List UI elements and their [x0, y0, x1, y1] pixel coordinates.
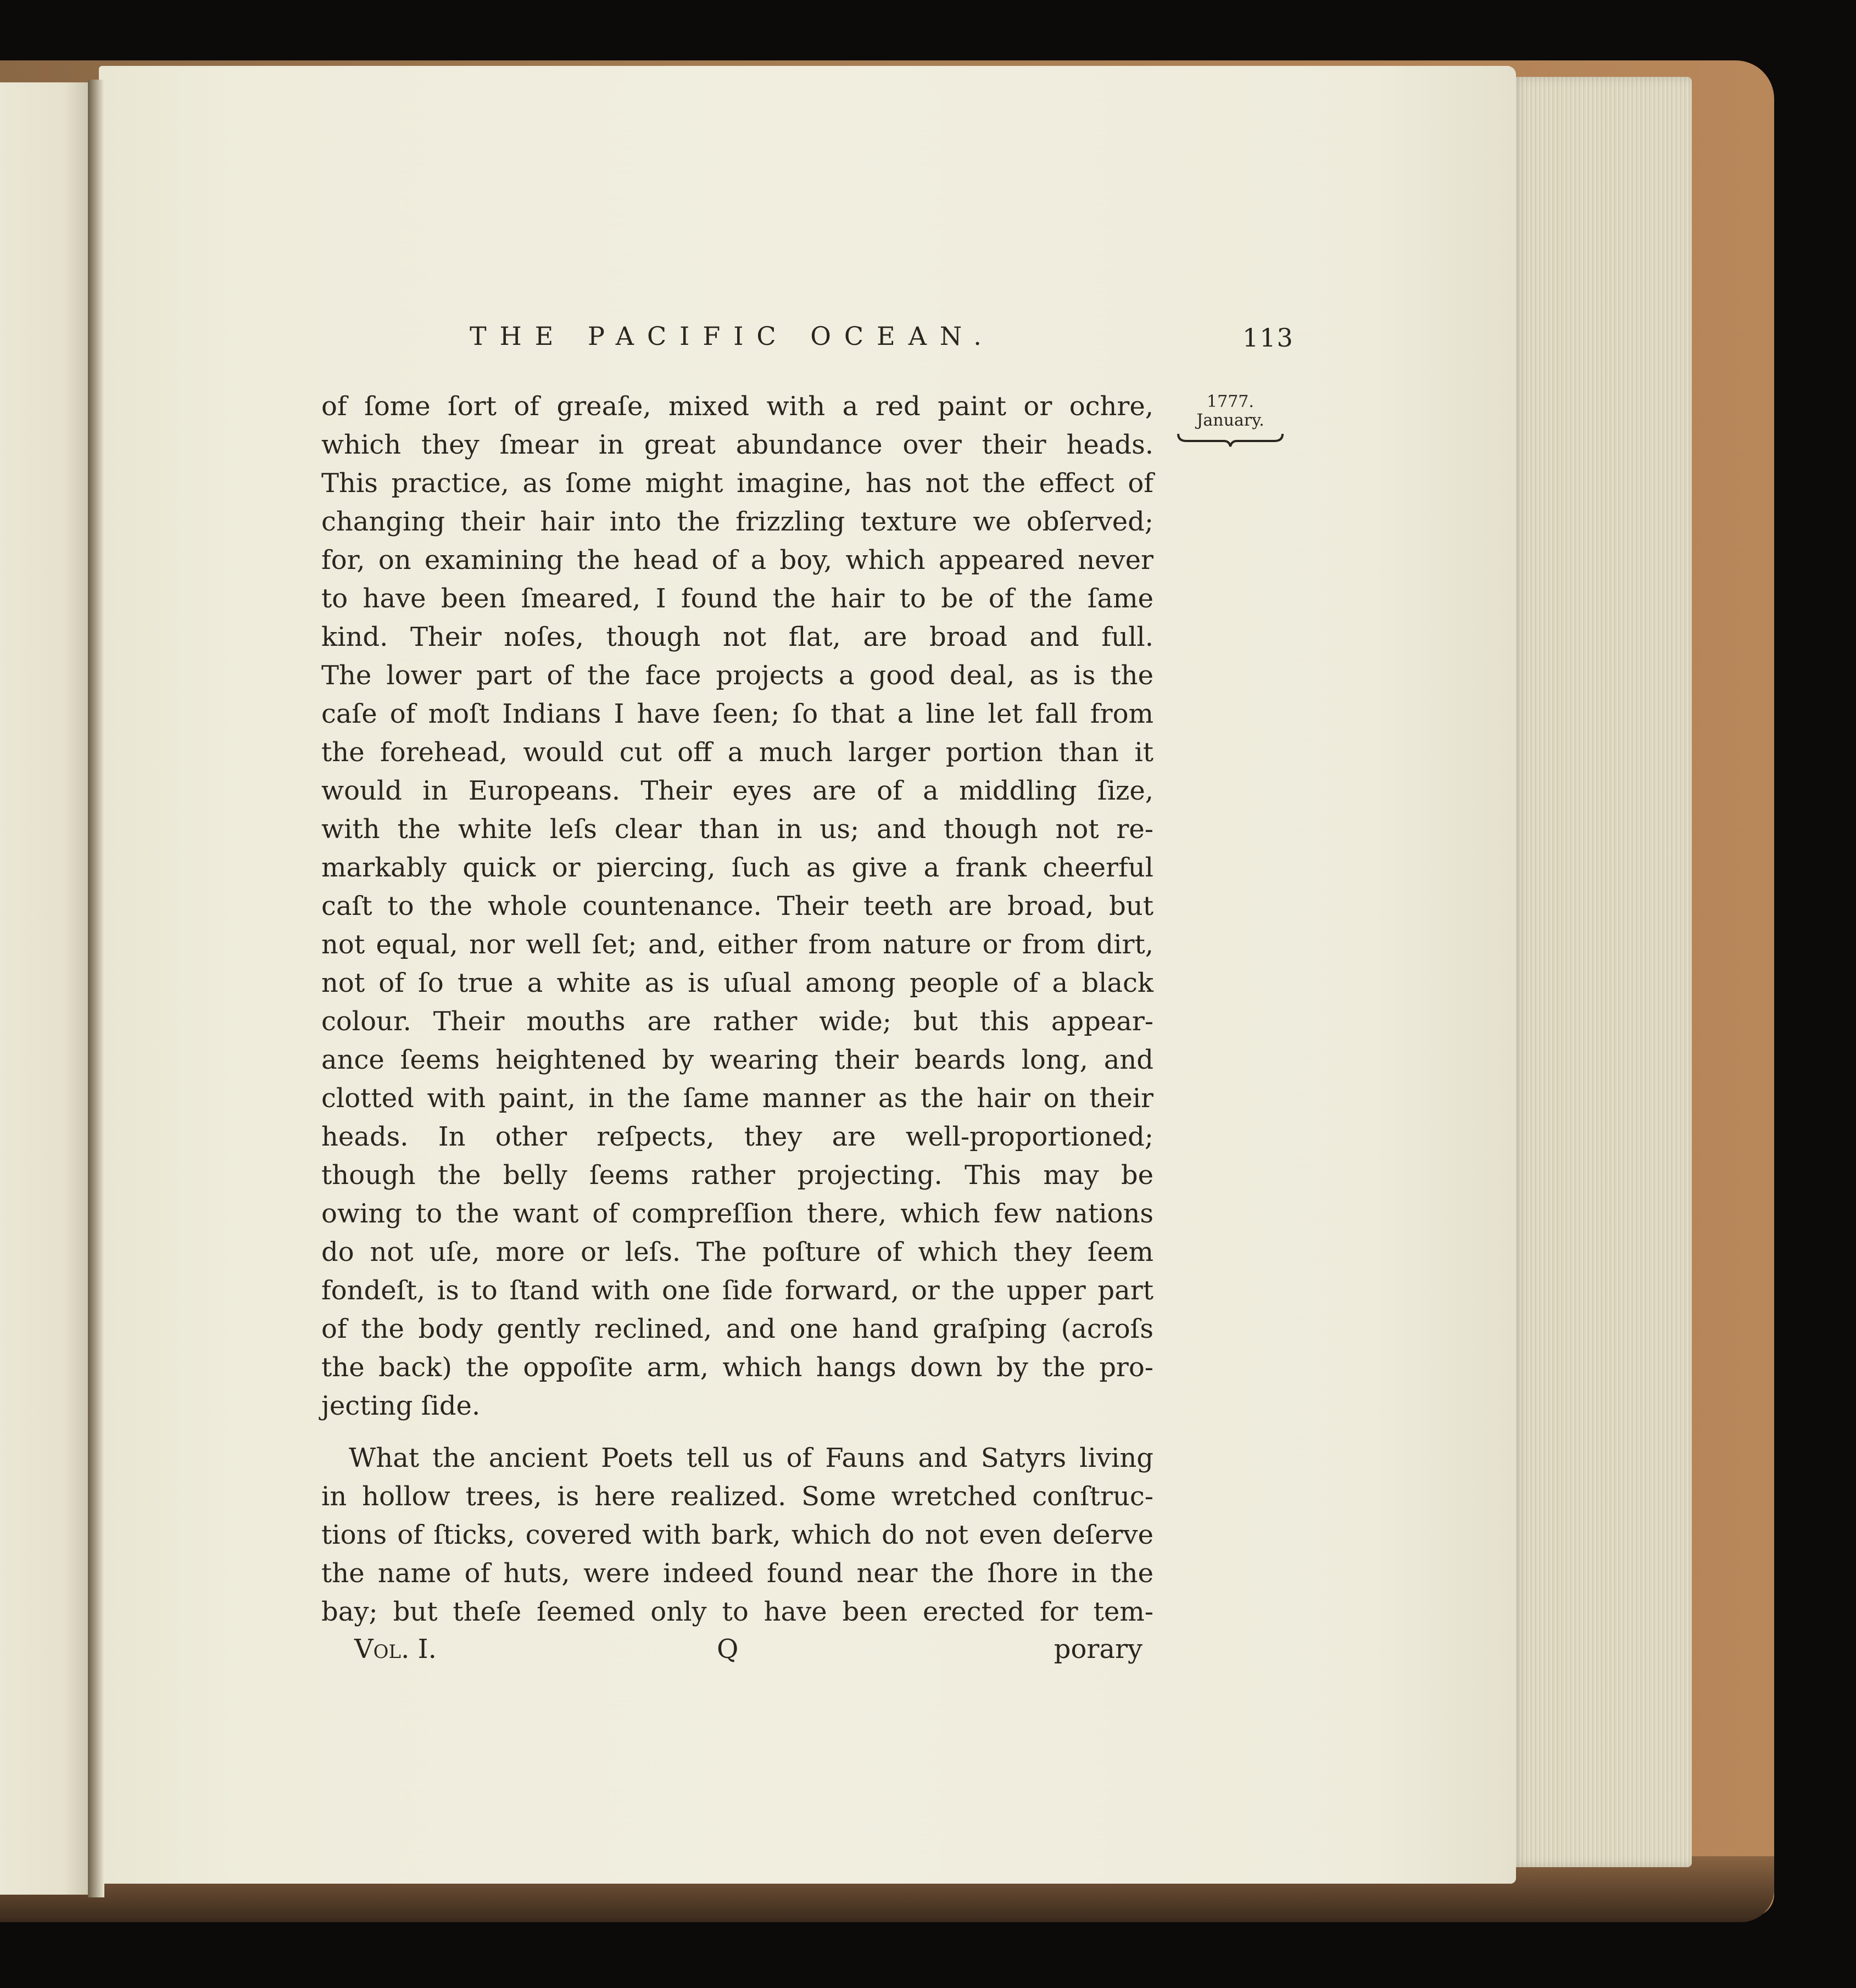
text-line: This practice, as ſome might imagine, has not the effect of [321, 468, 1153, 499]
text-line: not of ſo true a white as is uſual among people of a black [321, 968, 1153, 998]
text-line: ance ſeems heightened by wearing their beards long, and [321, 1045, 1153, 1075]
margin-month: January. [1196, 411, 1264, 430]
text-line: for, on examining the head of a boy, which appeared never [321, 545, 1153, 576]
paragraph-2 [321, 1439, 1153, 1631]
text-line: jecting ſide. [321, 1391, 481, 1421]
text-line: fondeſt, is to ſtand with one ſide forward, or the upper part [321, 1275, 1153, 1306]
signature-mark: Q [717, 1634, 739, 1665]
book-gutter [88, 80, 104, 1897]
text-line: to have been ſmeared, I found the hair to be of the ſame [321, 583, 1153, 614]
text-line: not equal, nor well ſet; and, either from nature or from dirt, [321, 929, 1153, 960]
text-line: the forehead, would cut off a much larger portion than it [321, 737, 1153, 768]
text-line: owing to the want of compreſſion there, which few nations [321, 1198, 1153, 1229]
text-line: the name of huts, were indeed found near the ſhore in the [321, 1558, 1153, 1589]
page-number: 113 [1242, 323, 1294, 353]
page-footer [321, 1634, 1142, 1672]
text-line: colour. Their mouths are rather wide; but this appear- [321, 1006, 1153, 1037]
running-head-title: THE PACIFIC OCEAN. [470, 321, 995, 351]
text-line: heads. In other reſpects, they are well-proportioned; [321, 1121, 1153, 1152]
text-line: which they ſmear in great abundance over their heads. [321, 429, 1153, 460]
text-line: tions of ſticks, covered with bark, which do not even deſerve [321, 1520, 1153, 1550]
text-line: would in Europeans. Their eyes are of a middling ſize, [321, 775, 1153, 806]
text-line: the back) the oppoſite arm, which hangs down by the pro- [321, 1352, 1153, 1383]
page-edges [1511, 77, 1692, 1867]
text-line: The lower part of the face projects a good deal, as is the [321, 660, 1153, 691]
text-line: of ſome ſort of greaſe, mixed with a red paint or ochre, [321, 391, 1153, 422]
text-line: bay; but theſe ſeemed only to have been erected for tem- [321, 1596, 1153, 1627]
left-page [0, 82, 92, 1895]
margin-year: 1777. [1207, 392, 1254, 411]
text-line: kind. Their noſes, though not flat, are broad and full. [321, 622, 1153, 652]
catchword: porary [1054, 1634, 1142, 1665]
text-line: of the body gently reclined, and one hand graſping (acroſs [321, 1314, 1153, 1344]
text-line: caſe of moſt Indians I have ſeen; ſo that a line let fall from [321, 699, 1153, 729]
text-line: though the belly ſeems rather projecting. This may be [321, 1160, 1153, 1191]
brace-icon [1175, 431, 1285, 448]
volume-label: Vol. I. [354, 1634, 437, 1665]
text-line: changing their hair into the frizzling texture we obſerved; [321, 506, 1153, 537]
text-line: caſt to the whole countenance. Their teeth are broad, but [321, 891, 1153, 922]
text-line: clotted with paint, in the ſame manner as the hair on their [321, 1083, 1153, 1114]
margin-note [1175, 393, 1285, 448]
text-line: do not uſe, more or leſs. The poſture of which they ſeem [321, 1237, 1153, 1267]
paragraph-1 [321, 387, 1153, 1425]
text-line: in hollow trees, is here realized. Some wretched conſtruc- [321, 1481, 1153, 1512]
text-line: with the white leſs clear than in us; and though not re- [321, 814, 1153, 845]
text-line: markably quick or piercing, ſuch as give a frank cheerful [321, 852, 1153, 883]
text-line: What the ancient Poets tell us of Fauns and Satyrs living [349, 1443, 1153, 1473]
